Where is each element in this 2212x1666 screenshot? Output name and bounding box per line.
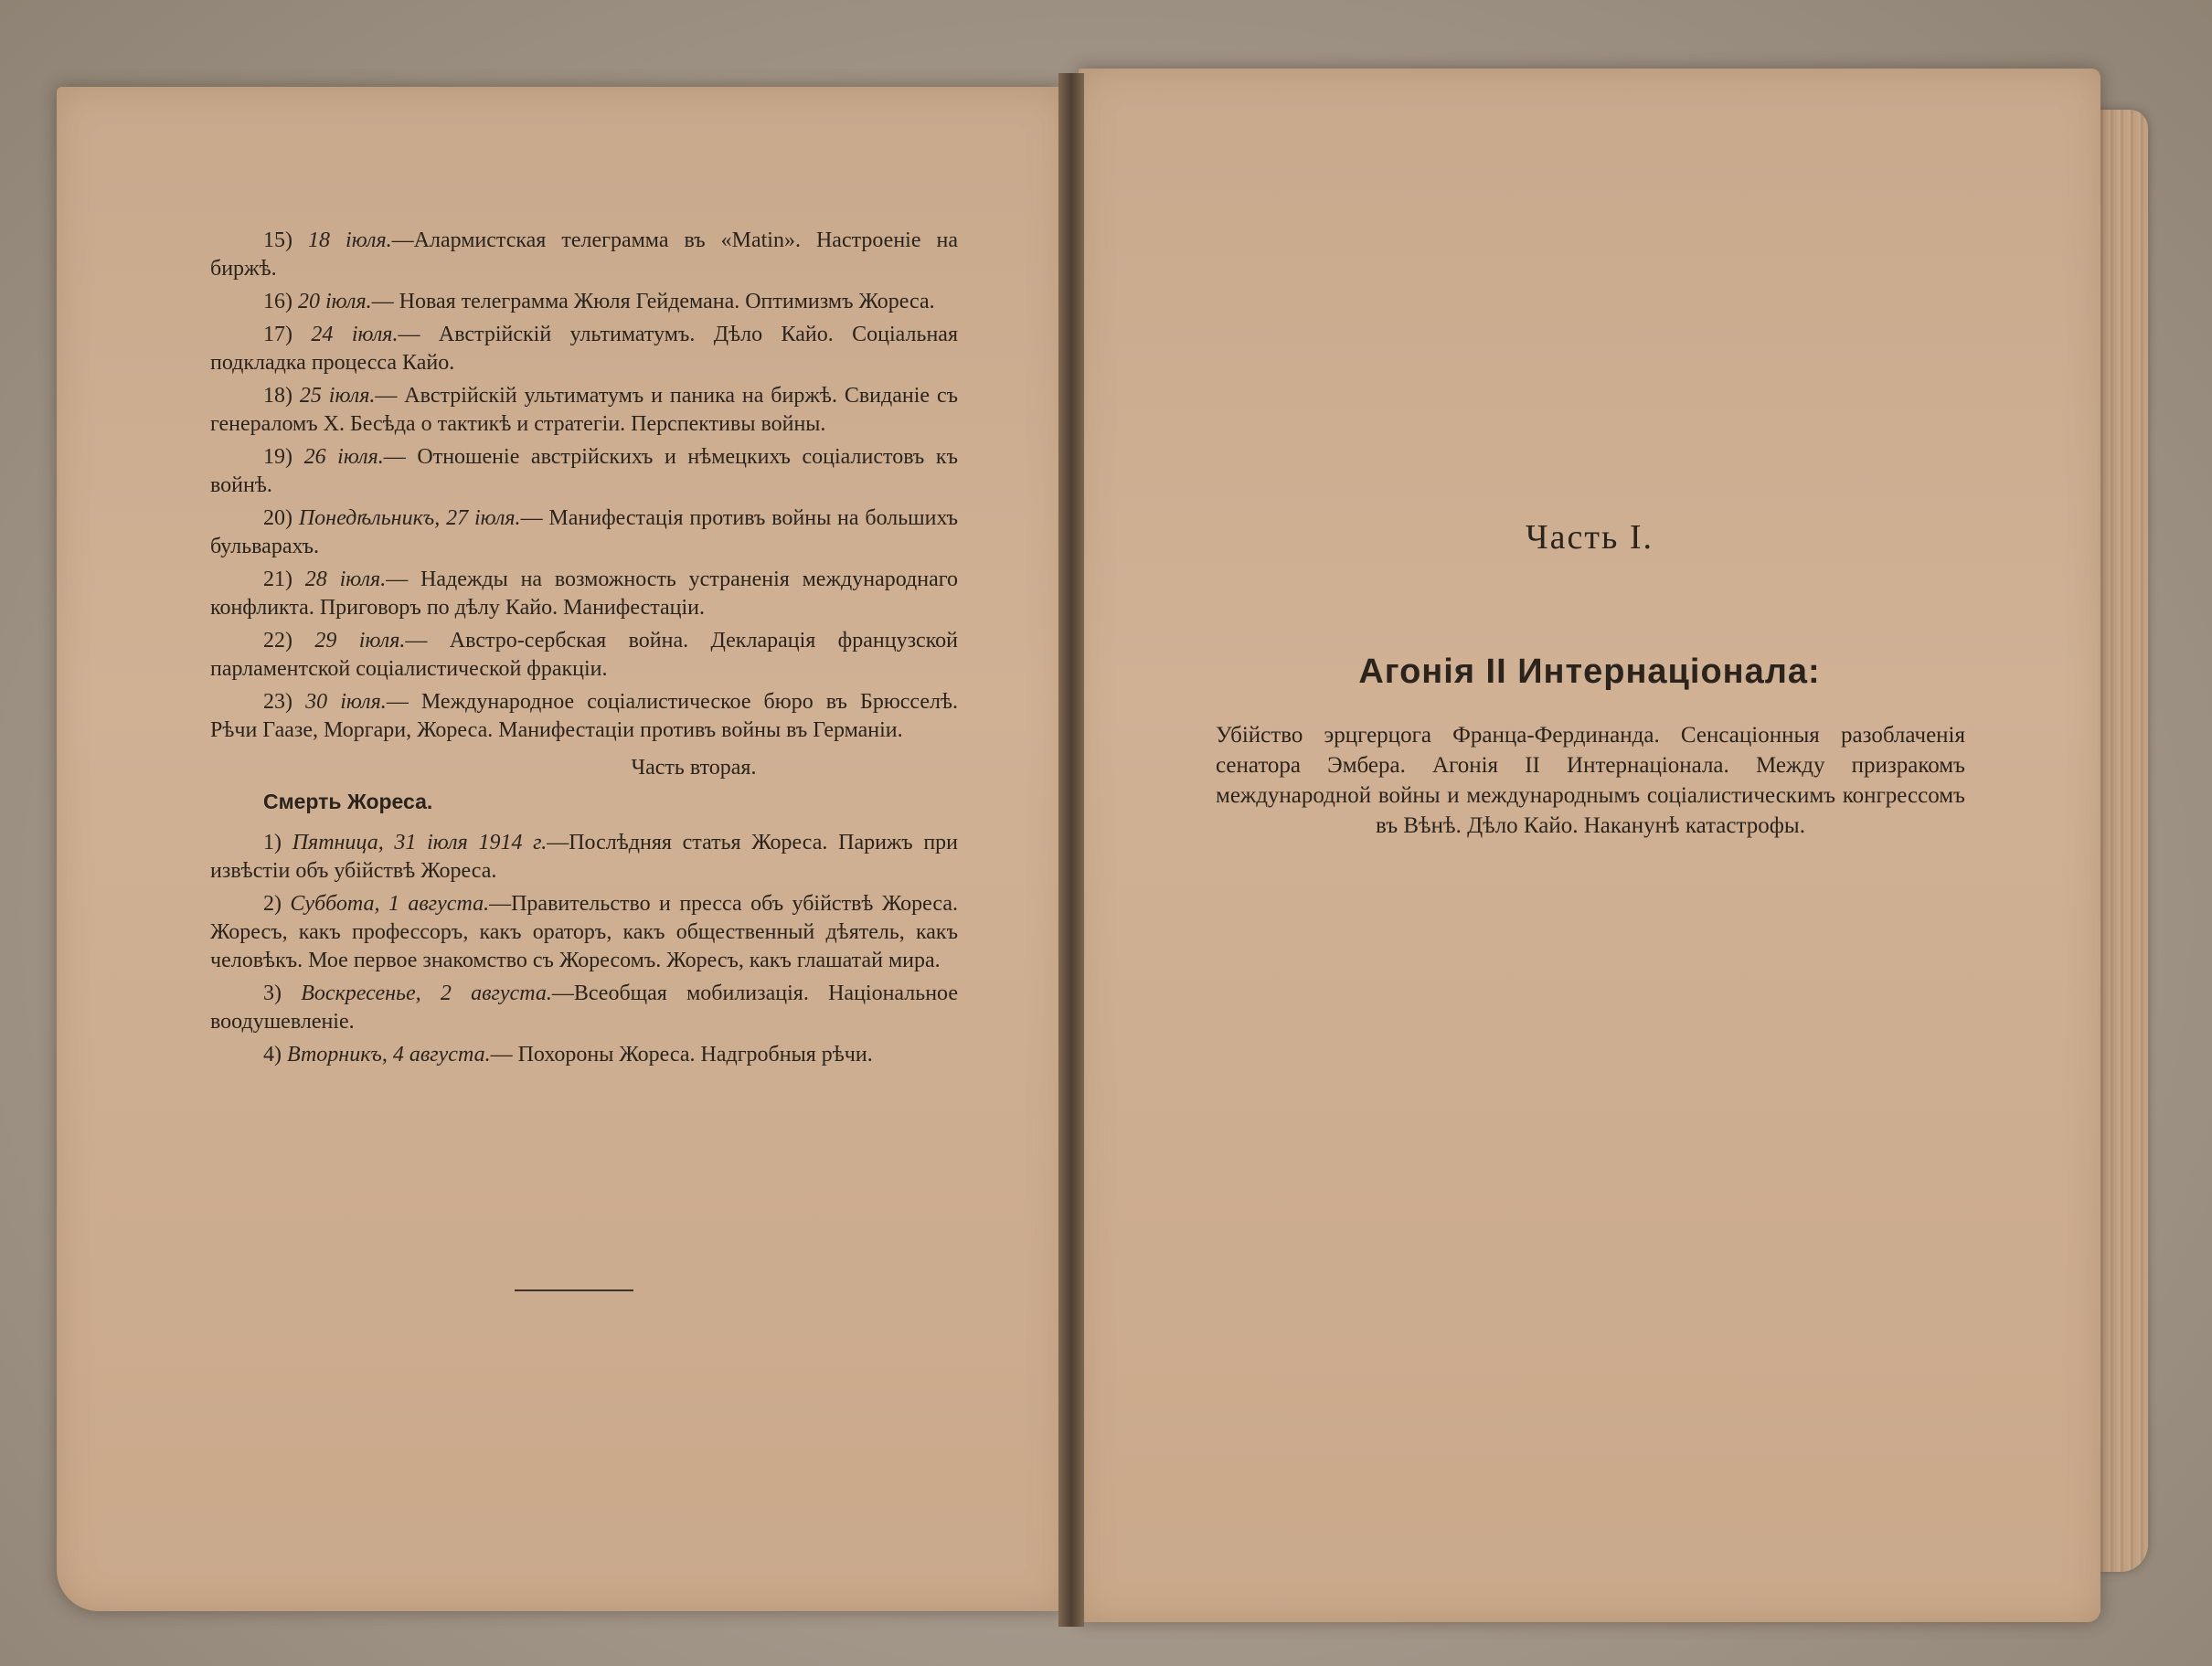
toc-entry-number: 17) [263,323,292,346]
toc-entry [210,627,958,684]
toc-entry-text: —Всеобщая мобилизація. Національное воодушевленіе. [210,982,959,1034]
toc-entry-number: 1) [263,831,282,854]
toc-entry-text: — Австрійскій ультиматумъ. Дѣло Кайо. Соціальная подкладка процесса Кайо. [210,323,958,375]
toc-entry-date: Суббота, 1 августа. [290,892,490,916]
toc-entry-text: — Австрійскій ультиматумъ и паника на биржѣ. Свиданіе съ генераломъ Х. Бесѣда о тактикѣ и стратегіи. Перспективы войны. [210,384,959,436]
toc-entry-text: — Манифестація противъ войны на большихъ бульварахъ. [210,506,959,558]
toc-entry-number: 16) [263,290,292,313]
toc-entry [210,382,958,439]
toc-entry-date: Пятница, 31 іюля 1914 г. [292,831,548,854]
death-heading: Смерть Жореса. [263,790,433,813]
table-of-contents [210,227,958,1074]
toc-entry-number: 21) [263,568,292,591]
toc-entry-number: 20) [263,506,292,530]
toc-entry [210,688,958,745]
right-page [1079,69,2100,1622]
toc-entry-number: 2) [263,892,282,916]
toc-entry-number: 15) [263,228,292,252]
toc-entry [210,1041,958,1069]
toc-entry-date: 30 іюля. [305,690,387,714]
toc-entry-date: 29 іюля. [314,629,406,653]
part-label: Часть I. [1525,518,1654,557]
toc-entry-text: — Австро-сербская война. Декларація французской парламентской соціалистической фракціи. [210,629,958,681]
toc-entry [210,288,958,316]
toc-entry-date: 24 іюля. [311,323,399,346]
chapter-title: Агонія II Интернаціонала: [1358,653,1821,691]
toc-entry-number: 19) [263,445,292,469]
toc-entry-number: 22) [263,629,292,653]
toc-entry-date: 18 іюля. [308,228,392,252]
toc-entry [210,321,958,377]
toc-entry [210,829,958,886]
toc-entry-text: —Алармистская телеграмма въ «Matin». Настроеніе на биржѣ. [210,228,959,281]
toc-entry-date: Вторникъ, 4 августа. [287,1043,491,1066]
toc-entry-text: — Похороны Жореса. Надгробныя рѣчи. [490,1043,873,1066]
toc-entry [210,443,958,500]
toc-entry-date: 25 іюля. [299,384,376,408]
toc-entry-number: 18) [263,384,292,408]
book-gutter [1058,73,1084,1627]
toc-entry-date: 28 іюля. [304,568,387,591]
toc-entry-text: —Послѣдняя статья Жореса. Парижъ при извѣстіи объ убійствѣ Жореса. [210,831,958,883]
closing-rule [515,1289,633,1291]
toc-entry-date: 26 іюля. [303,445,384,469]
toc-entry-number: 4) [263,1043,282,1066]
toc-entry [210,566,958,622]
toc-entry-text: — Международное соціалистическое бюро въ Брюсселѣ. Рѣчи Гаазе, Моргари, Жореса. Манифестаціи противъ войны въ Германіи. [210,690,958,742]
toc-part-one-entries [210,227,958,745]
toc-entry-number: 3) [263,982,282,1005]
toc-entry-date: Воскресенье, 2 августа. [301,982,552,1005]
toc-entry [210,504,958,561]
toc-entry-text: — Надежды на возможность устраненія международнаго конфликта. Приговоръ по дѣлу Кайо. Манифестаціи. [210,568,958,620]
toc-entry-text: —Правительство и пресса объ убійствѣ Жореса. Жоресъ, какъ профессоръ, какъ ораторъ, какъ общественный дѣятель, какъ человѣкъ. Мое первое знакомство съ Жоресомъ. Жоресъ, какъ глашатай мира. [210,892,958,972]
toc-entry-date: 20 іюля. [298,290,372,313]
toc-entry-text: — Отношеніе австрійскихъ и нѣмецкихъ соціалистовъ къ войнѣ. [210,445,958,497]
toc-entry-text: — Новая телеграмма Жюля Гейдемана. Оптимизмъ Жореса. [371,290,935,313]
toc-entry-number: 23) [263,690,292,714]
toc-part-two-entries [210,829,958,1069]
toc-entry [210,227,958,283]
toc-entry [210,890,958,975]
toc-entry [210,980,958,1036]
toc-entry-date: Понедѣльникъ, 27 іюля. [298,506,521,530]
chapter-summary: Убійство эрцгерцога Франца-Фердинанда. Сенсаціонныя разоблаченія сенатора Эмбера. Агонія II Интернаціонала. Между призракомъ международной войны и международнымъ соціалистическимъ конгрессомъ въ Вѣнѣ. Дѣло Кайо. Наканунѣ катастрофы. [1216,723,1965,838]
part-two-label: Часть вторая. [631,756,757,780]
